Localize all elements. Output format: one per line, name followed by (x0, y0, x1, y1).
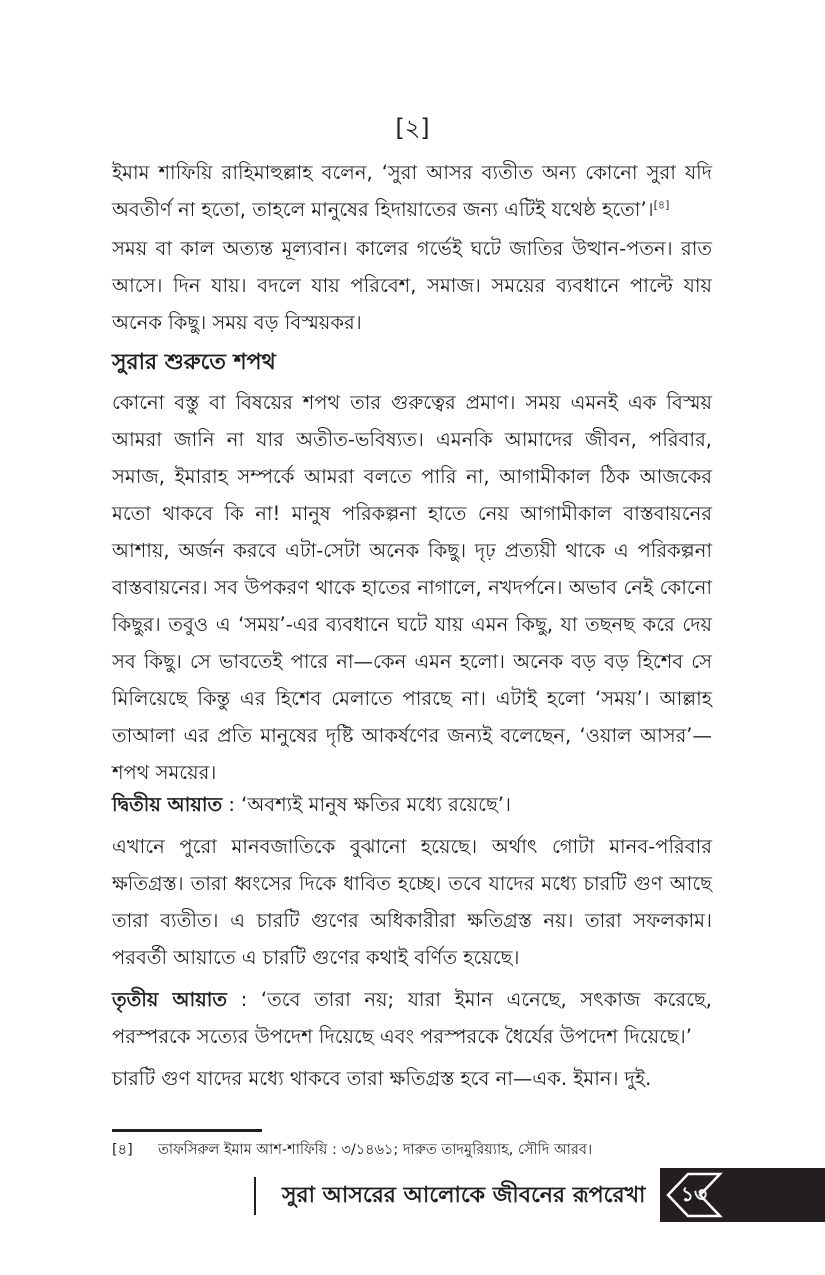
paragraph-time: সময় বা কাল অত্যন্ত মূল্যবান। কালের গর্ভেই ঘটে জাতির উত্থান-পতন। রাত আসে। দিন যায়। বদলে যায় পরিবেশ, সমাজ। সময়ের ব্যবধানে পাল্টে যায় অনেক কিছু। সময় বড় বিস্ময়কর। (112, 237, 712, 334)
paragraph-humanity: এখানে পুরো মানবজাতিকে বুঝানো হয়েছে। অর্থাৎ গোটা মানব-পরিবার ক্ষতিগ্রস্ত। তারা ধ্বংসের দিকে ধাবিত হচ্ছে। তবে যাদের মধ্যে চারটি গুণ আছে তারা ব্যতীত। এ চারটি গুণের অধিকারীরা ক্ষতিগ্রস্ত নয়। তারা সফলকাম। পরবর্তী আয়াতে এ চারটি গুণের কথাই বর্ণিত হয়েছে। (112, 835, 712, 969)
verse-three-separator: : (227, 988, 261, 1011)
paragraph-oath: কোনো বস্তু বা বিষয়ের শপথ তার গুরুত্বের প্রমাণ। সময় এমনই এক বিস্ময় আমরা জানি না যার অতীত-ভবিষ্যত। এমনকি আমাদের জীবন, পরিবার, সমাজ, ইমারাহ সম্পর্কে আমরা বলতে পারি না, আগামীকাল ঠিক আজকের মতো থাকবে কি না! মানুষ পরিকল্পনা হাতে নেয় আগামীকাল বাস্তবায়নের আশায়, অর্জন করবে এটা-সেটা অনেক কিছু। দৃঢ় প্রত্যয়ী থাকে এ পরিকল্পনা বাস্তবায়নের। সব উপকরণ থাকে হাতের নাগালে, নখদর্পনে। অভাব নেই কোনো কিছুর। তবুও এ ‘সময়’-এর ব্যবধানে ঘটে যায় এমন কিছু, যা তছনছ করে দেয় সব কিছু। সে ভাবতেই পারে না—কেন এমন হলো। অনেক বড় বড় হিশেব সে মিলিয়েছে কিন্তু এর হিশেব মেলাতে পারছে না। এটাই হলো ‘সময়’। আল্লাহ তাআলা এর প্রতি মানুষের দৃষ্টি আকর্ষণের জন্যই বলেছেন, ‘ওয়াল আসর’—শপথ সময়ের। (112, 391, 712, 784)
verse-two-separator: : (222, 793, 242, 816)
verse-two-text: ‘অবশ্যই মানুষ ক্ষতির মধ্যে রয়েছে’। (241, 793, 511, 816)
quote-text: ইমাম শাফিয়ি রাহিমাহুল্লাহ বলেন, ‘সুরা আসর ব্যতীত অন্য কোনো সুরা যদি অবতীর্ণ না হতো, তাহলে মানুষের হিদায়াতের জন্য এটিই যথেষ্ঠ হতো’। (112, 161, 712, 221)
verse-two-label: দ্বিতীয় আয়াত (112, 793, 223, 816)
footnote-marker: [৪] (112, 1142, 133, 1158)
footnote (112, 1138, 732, 1162)
quote-paragraph (112, 154, 712, 228)
footer-divider (254, 1177, 256, 1215)
verse-three-paragraph (112, 981, 712, 1055)
section-number: [২] (395, 114, 430, 142)
footnote-divider (112, 1129, 262, 1132)
verse-three-label: তৃতীয় আয়াত (112, 988, 228, 1011)
running-footer-title: সুরা আসরের আলোকে জীবনের রূপরেখা (282, 1183, 646, 1208)
page-number: ১৩ (681, 1182, 707, 1206)
paragraph-qualities: চারটি গুণ যাদের মধ্যে থাকবে তারা ক্ষতিগ্রস্ত হবে না—এক. ইমান। দুই. (112, 1067, 652, 1090)
footnote-text: তাফসিরুল ইমাম আশ-শাফিয়ি : ৩/১৪৬১; দারুত তাদমুরিয়্যাহ, সৌদি আরব। (158, 1142, 593, 1158)
footnote-reference[interactable]: [৪] (653, 198, 670, 212)
verse-two-paragraph (112, 786, 712, 823)
verse-three-text: ‘তবে তারা নয়; যারা ইমান এনেছে, সৎকাজ করেছে, পরস্পরকে সত্যের উপদেশ দিয়েছে এবং পরস্পরকে ধৈর্যের উপদেশ দিয়েছে।’ (112, 988, 713, 1048)
section-heading: সুরার শুরুতে শপথ (112, 350, 276, 375)
